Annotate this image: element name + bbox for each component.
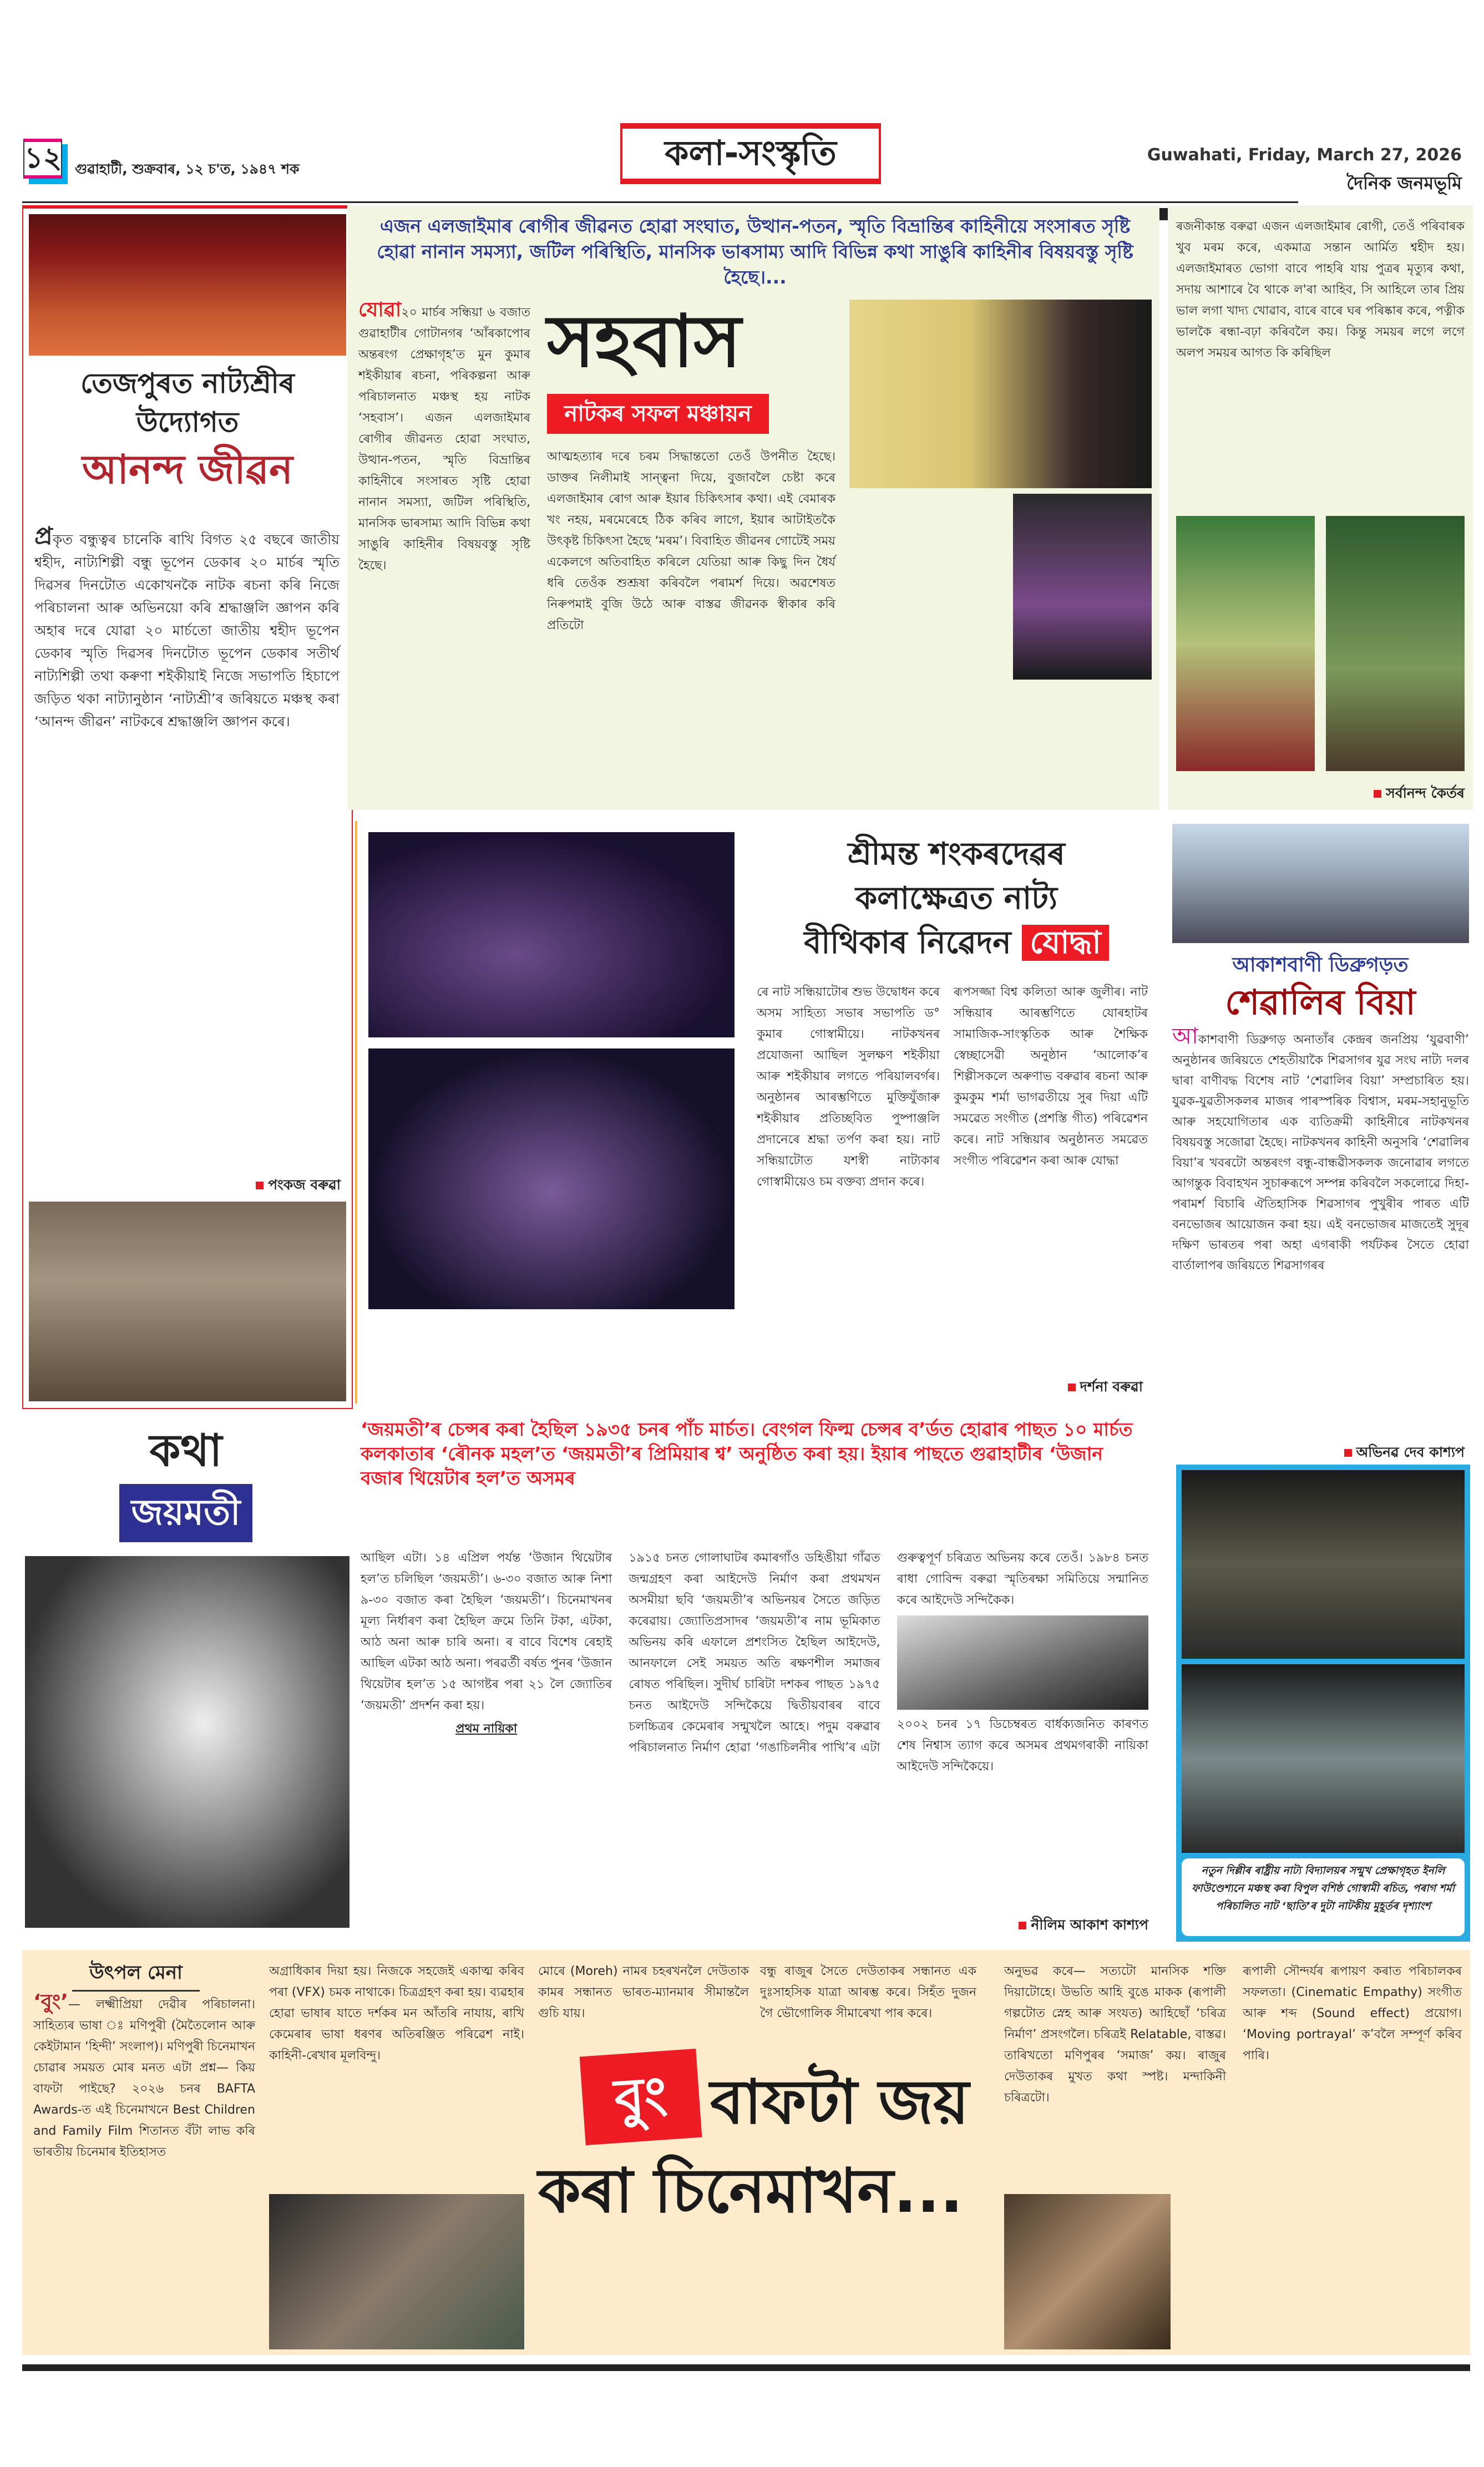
chhati-photo-2 — [1182, 1664, 1465, 1853]
date-assamese: গুৱাহাটী, শুক্ৰবাৰ, ১২ চ'ত, ১৯৪৭ শক — [75, 161, 300, 177]
sahabas-subtitle: নাটকৰ সফল মঞ্চায়ন — [547, 394, 769, 434]
dropcap: প্ৰ — [34, 522, 53, 550]
bung-title-line2: কৰা চিনেমাখন... — [538, 2155, 964, 2226]
joymoti-portrait-photo — [25, 1556, 350, 1928]
lead-word: যোৱা — [358, 298, 402, 321]
sahabas-photo-man — [1326, 516, 1465, 771]
bung-body-2: অগ্ৰাধিকাৰ দিয়া হয়। নিজকে সহজেই একাত্ম কৰিব পৰা (VFX) চমক নাথাকে। চিত্ৰগ্ৰহণ কৰা হয়। ব্যৱহাৰ হোৱা ভাষাৰ যাতে দৰ্শকৰ মন আঁতৰি নাযায়, ৰাখি কেমেৰাৰ ভাষা ধৰণৰ অতিৰঞ্জিত পৰিৱেশ নাই। কাহিনী-ৰেখাৰ মূলবিন্দু। — [269, 1964, 524, 2063]
bung-still-2 — [1004, 2194, 1171, 2349]
header-rule — [22, 201, 1298, 203]
sahabas-body-mid: আত্মহত্যাৰ দৰে চৰম সিদ্ধান্ততো তেওঁ উপনীত হৈছে। ডাক্তৰ নিলীমাই সান্ত্বনা দিয়ে, বুজাবলৈ চেষ্টা কৰে এলজাইমাৰ ৰোগ আৰু ইয়াৰ চিকিৎসাৰ কথা। এই বেমাৰক খং নহয়, মৰমেৰেহে ঠিক কৰিব লাগে, ইয়াৰ আটাইতকৈ উৎকৃষ্ট চিকিৎসা হৈছে ‘মৰম’। বিবাহিত জীৱনৰ গোটেই সময় একেলগে অতিবাহিত কৰিলে যেতিয়া আৰু কিছু দিন ধৈৰ্য ধৰি তেওঁক শুশ্ৰূষা কৰিবলৈ পৰামৰ্শ দিয়ে। অৱশেষত নিৰুপমাই বুজি উঠে আৰু বাস্তৱ জীৱনক স্বীকাৰ কৰি প্ৰতিটো — [547, 450, 835, 632]
body-text: আছিল এটা। ১৪ এপ্ৰিল পৰ্যন্ত ‘উজান থিয়েটাৰ হল’ত চলিছিল ‘জয়মতী’। ৬-৩০ বজাত আৰু নিশা ৯-৩০ বজাত কৰা হৈছিল ‘জয়মতী’। চিনেমাখনৰ মূল্য নিৰ্ধাৰণ কৰা হৈছিল ক্ৰমে তিনি টকা, এটকা, আঠ অনা আৰু চাৰি অনা। ৰ বাবে বিশেষ ৰেহাই আছিল এটকা আঠ অনা। পৰৱৰ্তী বৰ্ষত পুনৰ ‘উজান থিয়েটাৰ হল’ত ১৫ আগষ্টৰ পৰা ২১ লৈ জ্যোতিৰ ‘জয়মতী’ প্ৰদৰ্শন কৰা হয়। — [361, 1551, 612, 1713]
chhati-photo-box — [1176, 1465, 1470, 1942]
body-text: কৃত বন্ধুত্বৰ চানেকি ৰাখি বিগত ২৫ বছৰে জাতীয় শ্বহীদ, নাট্যশিল্পী বন্ধু ভূপেন ডেকাৰ ২০ মাৰ্চৰ স্মৃতি দিৱসৰ দিনটোত একোখনকৈ নাটক ৰচনা কৰি নিজে পৰিচালনা আৰু অভিনয়ো কৰি শ্ৰদ্ধাঞ্জলি জ্ঞাপন কৰি অহাৰ দৰে যোৱা ২০ মাৰ্চতো জাতীয় শ্বহীদ ভূপেন ডেকাৰ স্মৃতি দিৱসৰ দিনটোত ভূপেন ডেকাৰ সতীৰ্থ নাট্যশিল্পী তথা কৰুণা শইকীয়াই নিজে সভাপতি হিচাপে জড়িত থকা নাট্যানুষ্ঠান ‘নাট্যশ্ৰী’ৰ জৰিয়তে মঞ্চস্থ কৰা ‘আনন্দ জীৱন’ নাটকৰে শ্ৰদ্ধাঞ্জলি জ্ঞাপন কৰে। — [34, 531, 340, 730]
headline-line: উদ্যোগত — [136, 406, 239, 438]
joymoti-title-top: কথা — [149, 1425, 222, 1476]
jodha-headline — [768, 832, 1145, 965]
footer-rule — [22, 2364, 1470, 2371]
sahabas-deck: এজন এলজাইমাৰ ৰোগীৰ জীৱনত হোৱা সংঘাত, উত্থান-পতন, স্মৃতি বিভ্ৰান্তিৰ কাহিনীয়ে সংসাৰত সৃষ্টি হোৱা নানান সমস্যা, জটিল পৰিস্থিতি, মানসিক ভাৰসাম্য আদি বিভিন্ন কথা সাঙুৰি কাহিনীৰ বিষয়বস্তু সৃষ্টি হৈছে।... — [377, 215, 1133, 288]
bung-still-1 — [269, 2194, 524, 2349]
sahabas-continuation — [1168, 205, 1473, 810]
sheuali-kicker: আকাশবাণী ডিব্ৰুগড়ত — [1232, 954, 1409, 976]
sahabas-photo-couple — [1176, 516, 1315, 771]
joymoti-title-main: জয়মতী — [119, 1484, 252, 1542]
headline-line: শ্ৰীমন্ত শংকৰদেৱৰ — [848, 836, 1065, 872]
body-text: নিৰ্মাণ কৰা প্ৰথমখন অসমীয়া ছবি ‘জয়মতী’ৰ অভিনয়ৰ সৈতে জড়িত কৰেৱায়। জ্যোতিপ্ৰসাদৰ ‘জয়মতী’ৰ নাম ভূমিকাত অভিনয় কৰি এফালে প্ৰশংসিত হৈছিল আইদেউ, আনফালে সেই সময়ত অতি ৰক্ষণশীল সমাজৰ ৰোষত পৰিছিল। সুদীৰ্ঘ চাৰিটা দশকৰ পাছত ১৯৭৫ চনত আইদেউ সন্দিকৈয়ে দ্বিতীয়বাৰৰ বাবে চলচ্চিত্ৰৰ কেমেৰাৰ সন্মুখলৈ আহে। পদুম বৰুৱাৰ পৰিচালনাত নিৰ্মাণ হোৱা ‘গঙাচিলনীৰ পাখি’ৰ এটা গুৰুত্বপূৰ্ণ চৰিত্ৰত অভিনয় কৰে তেওঁ। ১৯৮৪ চনত ৰাধা গোবিন্দ বৰুৱা স্মৃতিৰক্ষা সমিতিয়ে সন্মানিত কৰে আইদেউ সন্দিকৈক। — [629, 1551, 1148, 1755]
sahabas-photo-woman — [1013, 494, 1152, 680]
body-text: কাশবাণী ডিব্ৰুগড় অনাতাঁৰ কেন্দ্ৰৰ জনপ্ৰিয় ‘যুৱবাণী’ অনুষ্ঠানৰ জৰিয়তে শেহতীয়াকৈ শিৱসাগৰ যুৱ সংঘ নাট্য দলৰ দ্বাৰা বাণীবদ্ধ বিশেষ নাট ‘শেৱালিৰ বিয়া’ সম্প্ৰচাৰিত হয়। যুৱক-যুৱতীসকলৰ মাজৰ পাৰস্পৰিক বিশ্বাস, মৰম-সহানুভূতি আৰু সহযোগিতাৰ এক ব্যতিক্ৰমী কাহিনীৰে নাটকখনৰ বিষয়বস্তু সজোৱা হৈছে। নাটকখনৰ কাহিনী অনুসৰি ‘শেৱালিৰ বিয়া’ৰ খবৰটো অন্তৰংগ বন্ধু-বান্ধৱীসকলক জনোৱাৰ লগতে আগন্তুক বিবাহখন সুচাৰুৰূপে সম্পন্ন কৰিবলৈ সকলোৱে দিহা-পৰামৰ্শ বিচাৰি ঐতিহাসিক শিৱসাগৰ পুখুৰীৰ পাৰত এটি বনভোজৰ আয়োজন কৰা হয়। এই বনভোজৰ মাজতেই সুদূৰ দক্ষিণ ভাৰতৰ পৰা অহা এগৰাকী পৰ্যটকৰ সৈতে হোৱা বাৰ্তালাপৰ জৰিয়তে শিৱসাগৰৰ — [1172, 1033, 1469, 1273]
bung-body-4: বন্ধু ৰাজুৰ সৈতে দেউতাকৰ সন্ধানত এক দুঃসাহসিক যাত্ৰা আৰম্ভ কৰে। সিহঁত দুজন গৈ ভৌগোলিক সীমাৰেখা পাৰ কৰে। — [760, 1964, 976, 2020]
chhati-caption: নতুন দিল্লীৰ ৰাষ্ট্ৰীয় নাট্য বিদ্যালয়ৰ সন্মুখ প্ৰেক্ষাগৃহত ইনলি ফাউণ্ডেশ্যনে মঞ্চস্থ কৰা বিপুল বশিষ্ঠ গোস্বামী ৰচিত, পৰাগ শৰ্মা পৰিচালিত নাট ‘ছাতি’ৰ দুটা নাটকীয় মুহূৰ্তৰ দৃশ্যাংশ — [1182, 1858, 1465, 1936]
jodha-body-2: ৰূপসজ্জা বিশ্ব কলিতা আৰু জুলীৰ। নাট সন্ধিয়াৰ আৰম্ভণিতে যোৰহাটৰ সামাজিক-সাংস্কৃতিক আৰু শৈক্ষিক স্বেচ্ছাসেৱী অনুষ্ঠান ‘আলোক’ৰ শিল্পীসকলে অৰুণাভ বৰুৱাৰ ৰচনা আৰু কুমকুম শৰ্মা ভাগৱতীয়ে সুৰ দিয়া এটি সমৱেত সংগীত (প্ৰশস্তি গীত) পৰিৱেশন কৰে। নাট সন্ধিয়াৰ অনুষ্ঠানত সমৱেত সংগীত পৰিৱেশন কৰা আৰু যোদ্ধা — [954, 985, 1148, 1168]
body-text: ২০ মাৰ্চৰ সন্ধিয়া ৬ বজাত গুৱাহাটীৰ গোটানগৰ ‘আঁৰকাপোৰ অন্তৰংগ প্ৰেক্ষাগৃহ’ত মুন কুমাৰ শইকীয়াৰ ৰচনা, পৰিকল্পনা আৰু পৰিচালনাত মঞ্চস্থ হয় নাটক ‘সহবাস’। এজন এলজাইমাৰ ৰোগীৰ জীৱনত হোৱা সংঘাত, উত্থান-পতন, স্মৃতি বিভ্ৰান্তিৰ কাহিনীৰে সংসাৰত সৃষ্টি হোৱা নানান সমস্যা, জটিল পৰিস্থিতি, মানসিক ভাৰসাম্য আদি বিভিন্ন কথা সাঙুৰি কাহিনীৰ বিষয়বস্তু সৃষ্টি হৈছে। — [358, 306, 530, 573]
body-text: ১৯১৫ চনত গোলাঘাটৰ কমাৰগাঁও ডহিঙীয়া গাঁৱত জন্মগ্ৰহণ কৰা আইদেউ — [629, 1551, 880, 1586]
lead-word: ‘বুং’ — [33, 1990, 68, 2013]
sheuali-body — [1172, 1026, 1469, 1276]
sheuali-group-photo — [1172, 824, 1469, 943]
sahabas-title: সহবাস — [547, 299, 742, 383]
bung-title-tag: বুং — [580, 2049, 702, 2145]
joymoti-deck: ‘জয়মতী’ৰ চেন্সৰ কৰা হৈছিল ১৯৩৫ চনৰ পাঁচ মাৰ্চত। বেংগল ফিল্ম চেন্সৰ ব’ৰ্ডত হোৱাৰ পাছত ১০ মাৰ্চত কলকাতাৰ ‘ৰৌনক মহল’ত ‘জয়মতী’ৰ প্ৰিমিয়াৰ শ্ব’ অনুষ্ঠিত কৰা হয়। ইয়াৰ পাছতে গুৱাহাটীৰ ‘উজান বজাৰ থিয়েটাৰ হল’ত অসমৰ — [361, 1419, 1133, 1489]
body-text: ২০০২ চনৰ ১৭ ডিচেম্বৰত বাৰ্ধক্যজনিত কাৰণত শেষ নিশ্বাস ত্যাগ কৰে অসমৰ প্ৰথমগৰাকী নায়িকা আইদেউ সন্দিকৈয়ে। — [897, 1718, 1148, 1774]
dropcap: আ — [1172, 1024, 1198, 1049]
jodha-photo-1 — [368, 832, 735, 1037]
bung-title-line1: বাফটা জয় — [710, 2066, 969, 2137]
bung-body-6: ৰূপালী সৌন্দৰ্যৰ ৰূপায়ণ কৰাত পৰিচালকৰ সফলতা। (Cinematic Empathy) সংগীত আৰু শব্দ (Sound effect) প্ৰয়োগ। ‘Moving portrayal’ ক’বলৈ সম্পূৰ্ণ কৰিব পাৰি। — [1243, 1964, 1462, 2063]
tezpur-story — [22, 205, 353, 1409]
bung-author: উৎপল মেনা — [72, 1958, 200, 1992]
section-title: কলা-সংস্কৃতি — [620, 123, 881, 184]
headline-tag: যোদ্ধা — [1022, 925, 1109, 961]
tezpur-headline — [29, 364, 346, 497]
jodha-story — [355, 821, 1159, 1404]
newspaper-name: দৈনিক জনমভূমি — [1346, 173, 1462, 194]
headline-line: তেজপুৰত নাট্যশ্ৰীৰ — [80, 367, 295, 399]
jodha-photo-2 — [368, 1048, 735, 1309]
joymoti-film-still — [897, 1615, 1148, 1710]
bung-body-3: মোৰে (Moreh) নামৰ চহৰখনলৈ দেউতাক কামৰ সন্ধানত ভাৰত-ম্যানমাৰ সীমান্তলৈ গুচি যায়। — [538, 1964, 749, 2020]
jodha-body-1: ৰে নাট সন্ধিয়াটোৰ শুভ উদ্বোধন কৰে অসম সাহিত্য সভাৰ সভাপতি ড° কুমাৰ গোস্বামীয়ে। নাটকখনৰ প্ৰযোজনা আছিল সুলক্ষণ শইকীয়া আৰু শইকীয়াৰ লগতে পৰিয়ালবৰ্গৰ। অনুষ্ঠানৰ আৰম্ভণিতে মুক্তিযুঁজাৰু শইকীয়াৰ প্ৰতিচ্ছবিত পুষ্পাঞ্জলি প্ৰদানেৰে শ্ৰদ্ধা তৰ্পণ কৰা হয়। নাট সন্ধিয়াটোত যশস্বী নাট্যকাৰ গোস্বামীয়েও চম বক্তব্য প্ৰদান কৰে। — [757, 985, 940, 1189]
sahabas-story — [347, 205, 1159, 810]
bung-story — [22, 1950, 1470, 2355]
byline: সৰ্বানন্দ কৈৰ্তৰ — [1374, 782, 1465, 806]
headline-line3 — [768, 921, 1145, 965]
joymoti-story — [22, 1412, 1159, 1939]
byline: দৰ্শনা বৰুৱা — [1068, 1376, 1143, 1400]
headline-line: কলাক্ষেত্ৰত নাট্য — [855, 880, 1058, 916]
sahabas-photo-stage — [849, 300, 1152, 488]
sheuali-story — [1168, 821, 1473, 1459]
bung-body-5: অনুভৱ কৰে— সত্যটো মানসিক শক্তি দিয়াটোহে। উভতি আহি বুঙে মাকক (ৰূপালী গল্পটোত স্নেহ আৰু সংযত) আহিছোঁ ‘চৰিত্ৰ নিৰ্মাণ’ প্ৰসংগলৈ। চৰিত্ৰই Relatable, বাস্তৱ। তাৰিখতো মণিপুৰৰ ‘সমাজ’ কয়। ৰাজুৰ দেউতাকৰ মুখত কথা স্পষ্ট। মন্দাকিনী চৰিত্ৰটো। — [1004, 1964, 1226, 2105]
subhead: প্ৰথম নায়িকা — [455, 1722, 518, 1736]
sahabas-lead — [358, 300, 530, 576]
byline: নীলিম আকাশ কাশ্যপ — [1019, 1914, 1148, 1938]
body-text: — লক্ষ্মীপ্ৰিয়া দেৱীৰ পৰিচালনা। সাহিত্যৰ ভাষা ঃ মণিপুৰী (মৈতৈলোন আৰু কেইটামান ‘হিন্দী’ সংলাপ)। মণিপুৰী চিনেমাখন চোৱাৰ সময়ত মোৰ মনত এটা প্ৰশ্ন— কিয় বাফটা পাইছে? ২০২৬ চনৰ BAFTA Awards-ত এই চিনেমাখনে Best Children and Family Film শিতানত বঁটা লাভ কৰি ভাৰতীয় চিনেমাৰ ইতিহাসত — [33, 1998, 255, 2159]
bung-body-1 — [33, 1992, 255, 2163]
chhati-photo-1 — [1182, 1470, 1465, 1659]
sheuali-title: শেৱালিৰ বিয়া — [1225, 982, 1416, 1022]
joymoti-body-flow — [361, 1548, 1148, 1908]
headline-highlight: আনন্দ জীৱন — [82, 446, 293, 493]
tezpur-body — [34, 522, 340, 733]
date-english: Guwahati, Friday, March 27, 2026 — [1147, 145, 1462, 165]
tezpur-stage-photo — [29, 214, 346, 356]
tezpur-scene-photo — [29, 1202, 346, 1401]
sahabas-body-left: ৰজনীকান্ত বৰুৱা এজন এলজাইমাৰ ৰোগী, তেওঁ পৰিবাৰক খুব মৰম কৰে, একমাত্ৰ সন্তান আৰ্মিত শ্বহীদ হয়। এলজাইমাৰত ভোগা বাবে পাহৰি যায় পুত্ৰৰ মৃত্যুৰ কথা, সদায় আশাৰে বৈ থাকে ল'ৰা আহিব, সি আহিলে তাৰ প্ৰিয় ভাল লগা খাদ্য খোৱাব, বাৰে বাৰে ঘৰ পৰিষ্কাৰ কৰে, পত্নীক ভালকৈ ৰন্ধা-বঢ়া কৰিবলৈ কয়। কিন্তু সময়ৰ লগে লগে অলপ সময়ৰ আগত কি কৰিছিল — [1176, 220, 1465, 360]
page-number: ১২ — [23, 139, 62, 179]
byline: পংকজ বৰুৱা — [256, 1174, 341, 1198]
headline-text: বীথিকাৰ নিৱেদন — [804, 925, 1011, 961]
byline: অভিনৱ দেব কাশ্যপ — [1344, 1441, 1465, 1465]
